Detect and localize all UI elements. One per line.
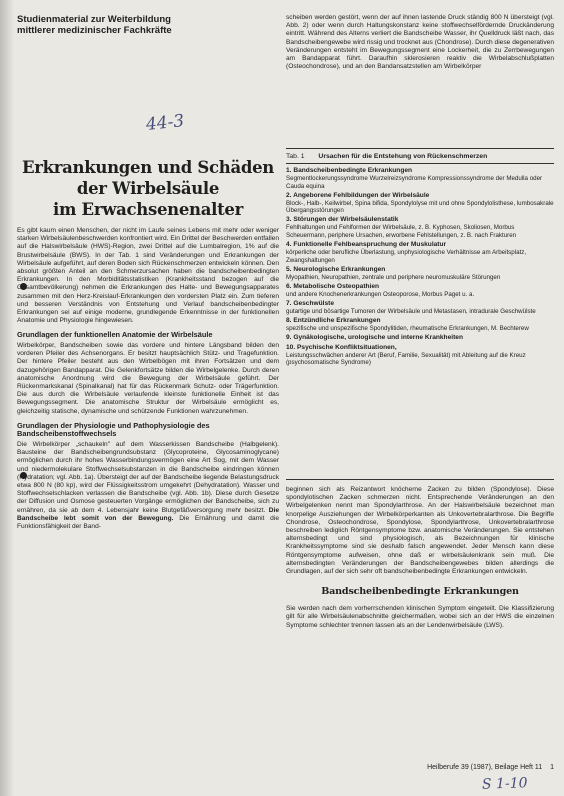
table-row	[286, 192, 554, 215]
table-row-heading: 4. Funktionelle Fehlbeanspruchung der Muskulatur	[286, 241, 447, 249]
section-heading-anatomy: Grundlagen der funktionellen Anatomie der Wirbelsäule	[17, 330, 213, 340]
title-line-3: im Erwachsenenalter	[52, 200, 244, 219]
intro-paragraph: Es gibt kaum einen Menschen, der nicht im Laufe seines Lebens mit mehr oder weniger starken Wirbelsäulenbeschwerden konfrontiert wird. Ein Drittel der Beschwerden entfallen auf die Halswirbelsäule (HWS)-Region, zwei Drittel auf die Lumbalregion, 1% auf die Brustwirbelsäule (BWS). In der Tab. 1 sind Veränderungen und Erkrankungen der Wirbelsäule aufgeführt, auf deren Boden sich Rückenschmerzen entwickeln können. Den absolut größten Anteil an den Schmerzursachen haben die bandscheibenbedingten Erkrankungen. In den Morbiditätsstatistiken (Krankheitsstand bezogen auf die Gesamtbevölkerung) nehmen die Erkrankungen des Halte- und Bewegungsapparates zusammen mit den Herz-Kreislauf-Erkrankungen den vordersten Platz ein. Zum tieferen und besseren Verständnis von Entstehung und Verlauf bandscheibenbedingter Erkrankungen sei auf einige moderne, grundlegende Erkenntnisse in der funktionellen Anatomie und Physiologie hingewiesen.	[17, 227, 279, 325]
scan-edge-shadow	[0, 0, 14, 796]
table-row-heading: 6. Metabolische Osteopathien	[286, 282, 380, 290]
series-line-2: mittlerer medizinischer Fachkräfte	[17, 25, 172, 36]
physiology-text-end: Die Ernährung und damit die Funktionsfähigkeit der Band-	[17, 514, 279, 531]
series-header	[17, 14, 279, 36]
table-row-text: spezifische und unspezifische Spondylitiden, rheumatische Erkrankungen, M. Bechterew	[286, 325, 529, 333]
table-label: Tab. 1	[286, 153, 305, 160]
table-caption	[286, 149, 554, 164]
table-row-heading: 3. Störungen der Wirbelsäulenstatik	[286, 216, 399, 224]
right-column-bottom	[286, 486, 554, 630]
series-line-1: Studienmaterial zur Weiterbildung	[17, 14, 171, 25]
table-row-text: körperliche oder berufliche Überlastung, unphysiologische Verhältnisse am Arbeitsplatz, Zwangshaltungen	[286, 249, 527, 264]
table-row-text: Fehlhaltungen und Fehlformen der Wirbelsäule, z. B. Kyphosen, Skoliosen, Morbus Scheuermann, periphere Ursachen, erworbene Fehlstellungen, z. B. nach Frakturen	[286, 224, 517, 239]
table-row-heading: 10. Psychische Konfliktsituationen,	[286, 343, 397, 351]
page-number: 1	[550, 764, 554, 771]
table-title: Ursachen für die Entstehung von Rückenschmerzen	[318, 153, 488, 160]
table-row-text: Segmentlockerungssyndrome Wurzelreizsyndrome Kompressionssyndrome der Medulla oder Cauda equina	[286, 175, 543, 190]
table-row-heading: 1. Bandscheibenbedingte Erkrankungen	[286, 167, 413, 174]
footer-citation: Heilberufe 39 (1987), Beilage Heft 11	[427, 764, 543, 771]
right-column-top	[286, 14, 554, 71]
right-top-paragraph: scheiben werden gestört, wenn der auf ihnen lastende Druck ständig 800 N übersteigt (vgl. Abb. 2) oder wenn durch Haltungskonstanz keine stoffwechselfördernde Druckänderung eintritt. Während des Alterns verliert die Bandscheibe Wasser, ihr Quelldruck läßt nach, das Bandscheibengewebe wird rissig und trocknet aus (Chondrose). Durch diese degenerativen Veränderungen entsteht im Bewegungssegment eine Lockerheit, die zu Zerrbewegungen am Bandapparat führt. Daraufhin sklerosieren reaktiv die Wirbelabschlußplatten (Osteochondrose), und an den Bandansatzstellen am Wirbelkörper	[286, 14, 554, 71]
physiology-emphasis: Die Bandscheibe lebt somit von der Bewegung.	[17, 506, 279, 522]
title-line-2: der Wirbelsäule	[76, 179, 220, 198]
section-heading-physiology: Grundlagen der Physiologie und Pathophysiologie des Bandscheibenstoffwechsels	[17, 420, 210, 439]
table-row	[286, 300, 554, 316]
handwritten-note-bottom: S 1-10	[481, 775, 528, 793]
page-footer	[420, 764, 554, 771]
table-row-heading: 8. Entzündliche Erkrankungen	[286, 317, 381, 325]
right-bottom-paragraph-1: beginnen sich als Reizantwort knöcherne Zacken zu bilden (Spondylose). Diese spondylotischen Zacken schmerzen nicht. Entsprechende Veränderungen an den Wirbelgelenken nennt man Spondylarthrose. An der Halswirbelsäule bezeichnet man knorpelige Ausziehungen der Wirbelkörperkanten als Unkovertebralarthrose. Die Begriffe Chondrose, Osteochondrose, Spondylose, Spondylarthrose, Unkovertebralarthrose beschreiben lediglich Röntgensymptome bzw. anatomische Veränderungen. Sie entstehen alternsbedingt und sind physiologisch, als Bezeichnungen für klinische Krankheitssymptome sind sie deshalb falsch angewendet. Jeder Mensch kann diese Röntgensymptome aufweisen, ohne daß er wirbelsäulenkrank sein muß. Die alternsbedingten Veränderungen der Bandscheibengewebes bilden allerdings die Grundlagen, auf der sich sehr oft bandscheibenbedingte Erkrankungen entwickeln.	[286, 486, 554, 576]
physiology-paragraph	[17, 441, 279, 531]
table-row	[286, 317, 554, 333]
table-row-heading: 2. Angeborene Fehlbildungen der Wirbelsäule	[286, 191, 430, 199]
table-row	[286, 344, 554, 367]
table-row	[286, 167, 554, 190]
subsection-title: Bandscheibenbedingte Erkrankungen	[321, 586, 519, 598]
handwritten-note-top: 44-3	[145, 111, 186, 135]
table-rows	[286, 164, 554, 367]
article-title	[17, 157, 279, 220]
physiology-text: Die Wirbelkörper „schaukeln" auf dem Wasserkissen Bandscheibe (Halbgelenk). Bausteine der Bandscheibengrundsubstanz (Glycoproteine, Glycosaminoglycane) ermöglichen durch ihr hohes Wasserbindungsvermögen eine Art Sog, mit dem Wasser und niedermolekulare Stoffwechselsubstanzen in die Bandscheibe eindringen können (Hydratation; vgl. Abb. 1a). Übersteigt der auf der Bandscheibe liegende Belastungsdruck etwa 800 N (80 kp), wird der Flüssigkeitsstrom umgekehrt (Dehydratation). Wasser und Stoffwechselschlacken verlassen die Bandscheibe (vgl. Abb. 1b). Diese durch Gesetze der Diffusion und Osmose gesteuerten Vorgänge ermöglichen der Bandscheibe, sich zu ernähren, da sie ab dem 4. Lebensjahr keine Blutgefäßversorgung mehr besitzt.	[17, 441, 279, 514]
right-bottom-paragraph-2: Sie werden nach dem vorherrschenden klinischen Symptom eingeteilt. Die Klassifizierung gilt für alle Wirbelsäulenabschnitte gleichermaßen, wobei sich an der HWS die einzelnen Symptome schlechter trennen lassen als an der Lendenwirbelsäule (LWS).	[286, 605, 554, 629]
table-row-text: Myopathien, Neuropathien, zentrale und periphere neuromuskuläre Störungen	[286, 273, 501, 281]
table-row	[286, 216, 554, 239]
causes-table	[286, 148, 554, 480]
table-row-text: und andere Knochenerkrankungen Osteoporose, Morbus Paget u. a.	[286, 290, 475, 298]
table-row	[286, 266, 554, 282]
table-row	[286, 283, 554, 299]
table-row-text: Leistungsschwächen anderer Art (Beruf, Familie, Sexualität) mit Ableitung auf die Kreuz (psychosomatische Syndrome)	[286, 351, 526, 367]
anatomy-paragraph: Wirbelkörper, Bandscheiben sowie das vordere und hintere Längsband bilden den vorderen Pfeiler des Achsenorgans. Er besitzt hauptsächlich Stütz- und Tragefunktion. Der hintere Pfeiler besteht aus den Wirbelbögen mit ihren Fortsätzen und dem dazugehörigen Bandapparat. Die Gelenkfortsätze bilden die Wirbelgelenke. Durch deren anatomische Anordnung wird die Bewegung der Wirbelsäule geführt. Der Rückenmarkskanal (Spinalkanal) hat für das Rückenmark Schutz- oder Trägerfunktion. Die aus durch die Wirbelsäule verlaufende kleinste funktionelle Einheit ist das Bewegungssegment. Die anatomische Struktur der Wirbelsäule ermöglicht es, gleichzeitig statische, dynamische und schützende Funktionen wahrzunehmen.	[17, 342, 279, 415]
table-row-heading: 9. Gynäkologische, urologische und interne Krankheiten	[286, 334, 463, 342]
table-row	[286, 241, 554, 264]
table-row-heading: 7. Geschwülste	[286, 299, 335, 307]
table-row-text: gutartige und bösartige Tumoren der Wirbelsäule und Metastasen, intradurale Geschwülste	[286, 307, 536, 315]
title-line-1: Erkrankungen und Schäden	[21, 158, 275, 177]
table-row-heading: 5. Neurologische Erkrankungen	[286, 265, 386, 273]
left-column-text	[17, 227, 279, 531]
table-row	[286, 334, 554, 342]
table-row-text: Block-, Halb-, Keilwirbel, Spina bifida, Spondylolyse mit und ohne Spondylolisthese, lumbosakrale Übergangsstörungen	[286, 199, 554, 215]
